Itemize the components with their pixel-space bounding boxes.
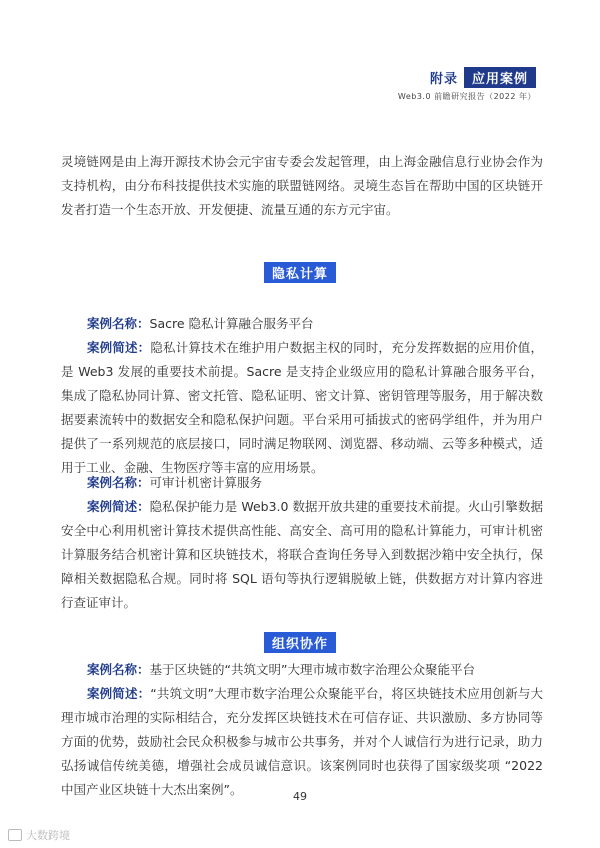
case-name-label: 案例名称：: [87, 316, 150, 331]
case-name: Sacre 隐私计算融合服务平台: [149, 316, 314, 331]
case-desc-label: 案例简述：: [87, 340, 151, 355]
watermark: [8, 827, 70, 843]
watermark-logo-icon: [8, 829, 22, 841]
case-desc-label: 案例简述：: [87, 499, 150, 514]
case-name-label: 案例名称：: [87, 475, 150, 490]
page-number: 49: [293, 790, 307, 803]
case-name-line: [61, 658, 543, 682]
case-desc-line: [61, 495, 543, 615]
case-desc-line: [61, 682, 543, 802]
section-title-label: 组织协作: [264, 632, 336, 653]
case-name-line: [61, 312, 543, 336]
section-title-privacy: [0, 262, 600, 283]
intro-paragraph: 灵境链网是由上海开源技术协会元宇宙专委会发起管理，由上海金融信息行业协会作为支持机构，由分布科技提供技术实施的联盟链网络。灵境生态旨在帮助中国的区块链开发者打造一个生态开放、开发便捷、流量互通的东方元宇宙。: [61, 154, 543, 217]
case-name-label: 案例名称：: [87, 662, 150, 677]
case-name: 基于区块链的“共筑文明”大理市城市数字治理公众聚能平台: [149, 662, 475, 677]
case-desc: 隐私计算技术在维护用户数据主权的同时，充分发挥数据的应用价值，是 Web3 发展的重要技术前提。Sacre 是支持企业级应用的隐私计算融合服务平台，集成了隐私协同计算、密文托管、隐私证明、密文计算、密钥管理等服务，用于解决数据要素流转中的数据安全和隐私保护问题。平台采用可插拔式的密码学组件，并为用户提供了一系列规范的底层接口，同时满足物联网、浏览器、移动端、云等多种模式，适用于工业、金融、生物医疗等丰富的应用场景。: [61, 340, 543, 475]
case-block: [61, 658, 543, 802]
watermark-text: 大数跨境: [26, 829, 70, 842]
header-section-tag: 应用案例: [464, 67, 536, 88]
section-title-collaboration: [0, 632, 600, 653]
section-title-label: 隐私计算: [264, 262, 336, 283]
case-desc: “共筑文明”大理市数字治理公众聚能平台，将区块链技术应用创新与大理市城市治理的实际相结合，充分发挥区块链技术在可信存证、共识激励、多方协同等方面的优势，鼓励社会民众积极参与城市公共事务，并对个人诚信行为进行记录，助力弘扬诚信传统美德，增强社会成员诚信意识。该案例同时也获得了国家级奖项 “2022 中国产业区块链十大杰出案例”。: [61, 686, 543, 797]
page-header: [398, 67, 536, 102]
header-subtitle: Web3.0 前瞻研究报告（2022 年）: [397, 92, 536, 101]
case-name-line: [61, 471, 543, 495]
case-desc: 隐私保护能力是 Web3.0 数据开放共建的重要技术前提。火山引擎数据安全中心利用机密计算技术提供高性能、高安全、高可用的隐私计算能力，可审计机密计算服务结合机密计算和区块链技术，将联合查询任务导入到数据沙箱中安全执行，保障相关数据隐私合规。同时将 SQL 语句等执行逻辑脱敏上链，供数据方对计算内容进行查证审计。: [61, 499, 543, 610]
case-desc-label: 案例简述：: [87, 686, 151, 701]
case-name: 可审计机密计算服务: [149, 475, 263, 490]
case-block: [61, 471, 543, 615]
case-desc-line: [61, 336, 543, 480]
case-block: [61, 312, 543, 480]
header-appendix-label: 附录: [429, 72, 458, 87]
